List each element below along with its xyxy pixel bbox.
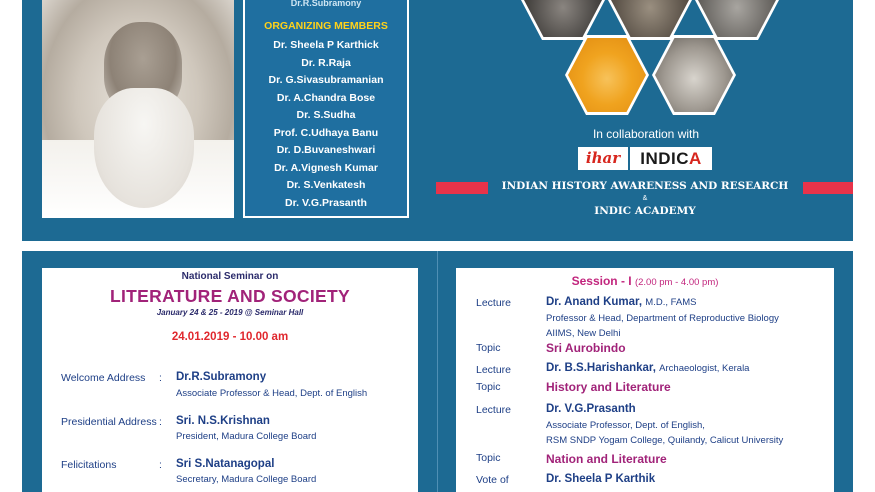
felicitations-name: Sri S.Natanagopal — [176, 458, 275, 470]
lecture1-desc2: AIIMS, New Delhi — [546, 328, 621, 339]
lecture1-desc1: Professor & Head, Department of Reproductive Biology — [546, 313, 779, 324]
colon: : — [159, 416, 162, 428]
welcome-address-desc: Associate Professor & Head, Dept. of English — [176, 388, 368, 399]
lecture1-name: Dr. Anand Kumar, M.D., FAMS — [546, 296, 697, 308]
lecture1-topic: Sri Aurobindo — [546, 341, 626, 355]
organizer-member: Dr. A.Chandra Bose — [276, 91, 376, 104]
organizer-member: Dr. S.Venkatesh — [286, 179, 366, 191]
vote-name: Dr. Sheela P Karthik — [546, 473, 656, 485]
seminar-title: LITERATURE AND SOCIETY — [110, 286, 350, 306]
presidential-address-label: Presidential Address — [61, 416, 157, 428]
topic-label: Topic — [476, 381, 501, 393]
lecture3-name: Dr. V.G.Prasanth — [546, 403, 636, 415]
indic-academy-name: INDIC ACADEMY — [594, 205, 696, 217]
felicitations-desc: Secretary, Madura College Board — [176, 474, 317, 485]
lecture3-topic: Nation and Literature — [546, 452, 667, 466]
presidential-address-name: Sri. N.S.Krishnan — [176, 415, 270, 427]
collaboration-label: In collaboration with — [592, 127, 700, 141]
lecture2-name: Dr. B.S.Harishankar, Archaeologist, Kerala — [546, 362, 750, 374]
ampersand: & — [642, 195, 648, 202]
organizer-member: Dr. A.Vignesh Kumar — [274, 161, 378, 174]
panel-divider — [437, 251, 438, 492]
organizer-member: Dr. V.G.Prasanth — [285, 196, 367, 209]
ihar-logo: ihar — [578, 147, 628, 170]
organizing-members-title: ORGANIZING MEMBERS — [264, 20, 388, 32]
lecture3-desc1: Associate Professor, Dept. of English, — [546, 420, 705, 431]
presidential-address-desc: President, Madura College Board — [176, 431, 317, 442]
seminar-date: January 24 & 25 - 2019 @ Seminar Hall — [156, 308, 304, 317]
portrait-photo — [42, 0, 234, 218]
organizer-member: Dr. Sheela P Karthick — [273, 39, 379, 51]
seminar-label: National Seminar on — [181, 271, 279, 282]
organizer-member: Dr. D.Buvaneshwari — [276, 144, 376, 156]
lecture3-desc2: RSM SNDP Yogam College, Quilandy, Calicut University — [546, 435, 784, 446]
felicitations-label: Felicitations — [61, 459, 117, 471]
topic-label: Topic — [476, 342, 501, 354]
lecture-label: Lecture — [476, 364, 512, 376]
organizing-members-box — [243, 0, 409, 218]
welcome-address-name: Dr.R.Subramony — [176, 371, 267, 383]
colon: : — [159, 372, 162, 384]
lecture-label: Lecture — [476, 297, 512, 309]
seminar-day-time: 24.01.2019 - 10.00 am — [171, 331, 289, 343]
decorative-red-bar — [436, 182, 488, 194]
indica-logo: INDICA — [630, 147, 712, 170]
ihar-full-name: INDIAN HISTORY AWARENESS AND RESEARCH — [501, 180, 789, 192]
organizing-members-list — [245, 37, 407, 212]
organizer-member: Dr. G.Sivasubramanian — [268, 74, 384, 86]
colon: : — [159, 459, 162, 471]
decorative-red-bar — [803, 182, 853, 194]
vote-label: Vote of — [476, 474, 509, 486]
organizer-top-name: Dr.R.Subramony — [290, 0, 362, 8]
welcome-address-label: Welcome Address — [61, 372, 146, 384]
session-title: Session - I (2.00 pm - 4.00 pm) — [571, 274, 719, 288]
lecture2-topic: History and Literature — [546, 380, 671, 394]
organizer-member: Prof. C.Udhaya Banu — [273, 126, 379, 139]
organizer-member: Dr. S.Sudha — [296, 109, 356, 121]
topic-label: Topic — [476, 452, 501, 464]
organizer-member: Dr. R.Raja — [301, 56, 351, 69]
lecture-label: Lecture — [476, 404, 512, 416]
